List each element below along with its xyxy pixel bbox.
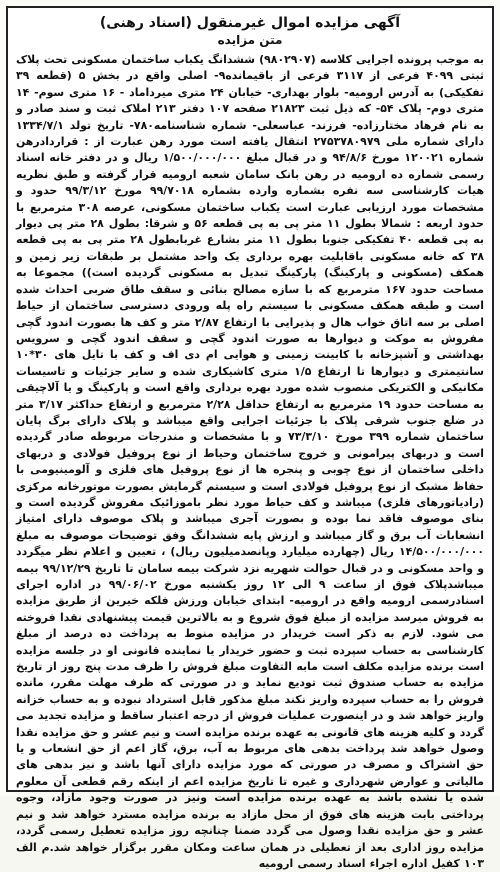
notice-subtitle: متن مزایده <box>217 33 283 47</box>
notice-body: به موجب پرونده اجرایی کلاسه (۹۸۰۲۹۰۷) ششدانگ یکباب ساختمان مسکونی تحت پلاک ثبتی ۴۰۹۹ فرعی از ۳۱۱۷ فرعی از باقیمانده۹- اصلی واقع در بخش ۵ (قطعه ۳۹ تفکیکی) به آدرس ارومیه- بلوار بهداری- خیابان ۲۴ متری میرداماد - ۱۶ متری سوم- ۱۴ متری دوم- پلاک ۵۴- که ذیل ثبت ۲۱۸۲۳ صفحه ۱۰۷ دفتر ۲۱۳ املاک ثبت و سند صادر و به نام فرهاد مختارزاده- فرزند- عباسعلی- شماره شناسنامه۷۸۰- تاریخ تولد ۱۳۳۴/۷/۱ دارای شماره ملی ۲۷۵۳۷۸۰۹۷۹ انتقال یافته است مورد رهن عبارت از : قراردادرهن شماره ۱۲۰۰۲۱ مورخ ۹۴/۸/۶ و در قبال مبلغ ۱/۵۰۰/۰۰۰/۰۰۰ ریال و در دفتر خانه اسناد رسمی شماره ده ارومیه در رهن بانک سامان شعبه ارومیه قرار گرفته و طبق نظریه هیات کارشناسی سه نفره بشماره وارده بشماره ۹۹/۷۰۱۸ مورخ ۹۹/۳/۱۲ حدود و مشخصات مورد ارزیابی عبارت است یکباب ساختمان مسکونی، عرصه ۳۰۸ مترمربع با حدود اربعه : شمالا بطول ۱۱ متر پی به پی قطعه ۵۶ و شرقا: بطول ۲۸ متر پی دیوار به پی قطعه ۴۰ تفکیکی جنوبا بطول ۱۱ متر بشارع غربابطول ۲۸ متر پی به پی قطعه ۳۸ که خانه مسکونی باقابلیت بهره برداری یک واحد مشتمل بر طبقات زیر زمین و همکف (مسکونی و پارکینگ) پارکینگ تبدیل به مسکونی گردیده است)) مجموعا به مساحت حدود ۱۶۷ مترمربع که با سازه مصالح بنائی و سقف طاق ضربی احداث شده است و طبقه همکف مسکونی با سیستم راه پله ورودی دسترسی ساختمان از حیاط اصلی بر سه اتاق خواب هال و پذیرایی با ارتفاع ۲/۸۷ متر و کف ها بصورت اندود گچی مفروش به موکت و دیوارها به صورت اندود گچی و سقف اندود گچی و سرویس بهداشتی و آشپزخانه با کابینت زمینی و هوایی ام دی اف و کف با تایل های ۳۰*۱۰ سانتیمتری و دیوارها تا ارتفاع ۱/۵ متری کاشیکاری شده و سایر جزئیات و تاسیسات مکانیکی و الکتریکی منصوب شده مورد بهره برداری واقع است و پارکینگ و یا آلاچیقی به مساحت حدود ۱۹ مترمربع به ارتفاع حداقل ۲/۲۸ مترمربع و ارتفاع حداکثر ۳/۱۷ متر در ضلع جنوب شرقی پلاک با جزئیات اجرایی واقع میباشد و پلاک دارای برگ پایان ساختمان شماره ۳۹۹ مورخ ۷۳/۳/۱۰ و با مشخصات و مندرجات مربوطه صادر گردیده است و دربهای پیرامونی و خروج ساختمان وحیاط از نوع پروفیل فولادی و دربهای داخلی ساختمان از نوع چوبی و پنجره ها از نوع پروفیل های فلزی و آلومینیومی با حفاظ مشبک از نوع پروفیل فولادی است و سیستم گرمایش بصورت موتورخانه مرکزی (رادیاتورهای فلزی) میباشد و کف حیاط مورد نظر باموزائیک مفروش گردیده است و بنای موصوف فاقد نما بوده و بصورت آجری میباشد و پلاک موصوف دارای امتیاز انشعابات آب برق و گاز میباشد و ارزش پایه ششدانگ وفق توضیحات موصوف به مبلغ ۱۴/۵۰۰/۰۰۰/۰۰۰ ریال (چهارده میلیارد وپانصدمیلیون ریال) ، تعیین و اعلام نظر میگردد و واحد مسکونی و در قبال حوالت شهریه نزد شرکت بیمه سامان تا تاریخ ۹۹/۱۲/۲۹ بیمه میباشدپلاک فوق از ساعت ۹ الی ۱۲ روز یکشنبه مورخ ۹۹/۰۶/۰۲ در اداره اجرای اسنادرسمی ارومیه واقع در ارومیه- ابتدای خیابان ورزش فلکه خیرین از طریق مزایده به فروش میرسد مزایده از مبلغ فوق شروع و به بالاترین قیمت پیشنهادی نقدا فروخته می شود. لازم به ذکر است خریدار در مزایده منوط به پرداخت ده درصد از مبلغ کارشناسی به حساب سپرده ثبت و حضور خریدار یا نماینده قانونی او در جلسه مزایده است برنده مزایده مکلف است مابه التفاوت مبلغ فروش را ظرف مدت پنج روز از تاریخ مزایده به حساب صندوق ثبت تودیع نماید و در صورتی که ظرف مهلت مقرر، مانده فروش را به حساب سپرده واریز نکند مبلغ مذکور قابل استرداد نبوده و به حساب خزانه واریز خواهد شد و در اینصورت عملیات فروش از درجه اعتبار ساقط و مزایده تجدید می گردد و کلیه هزینه های قانونی به عهده برنده مزایده است و نیم عشر و حق مزایده نقدا وصول خواهد شد پرداخت بدهی های مربوط به آب، برق، گاز اعم از حق انشعاب و یا حق اشتراک و مصرف در صورتی که مورد مزایده دارای آنها باشد و نیز بدهی های مالیاتی و عوارض شهرداری و غیره تا تاریخ مزایده اعم از اینکه رقم قطعی آن معلوم شده یا نشده باشد به عهده برنده مزایده است ونیز در صورت وجود مازاد، وجوه پرداختی بابت هزینه های فوق از محل مازاد به برنده مزایده مسترد خواهد شد و نیم عشر و حق مزایده نقدا وصول می گردد ضمنا چنانچه روز مزایده تعطیل رسمی گردد، مزایده روز اداری بعد از تعطیلی در همان ساعت ومکان مقرر برگزار خواهد شد.م الف ۱۰۳ کفیل اداره اجراء اسناد رسمی ارومیه <box>16 53 485 870</box>
notice-frame <box>6 6 494 870</box>
notice-title: آگهی مزایده اموال غیرمنقول (اسناد رهنی) <box>99 15 401 31</box>
